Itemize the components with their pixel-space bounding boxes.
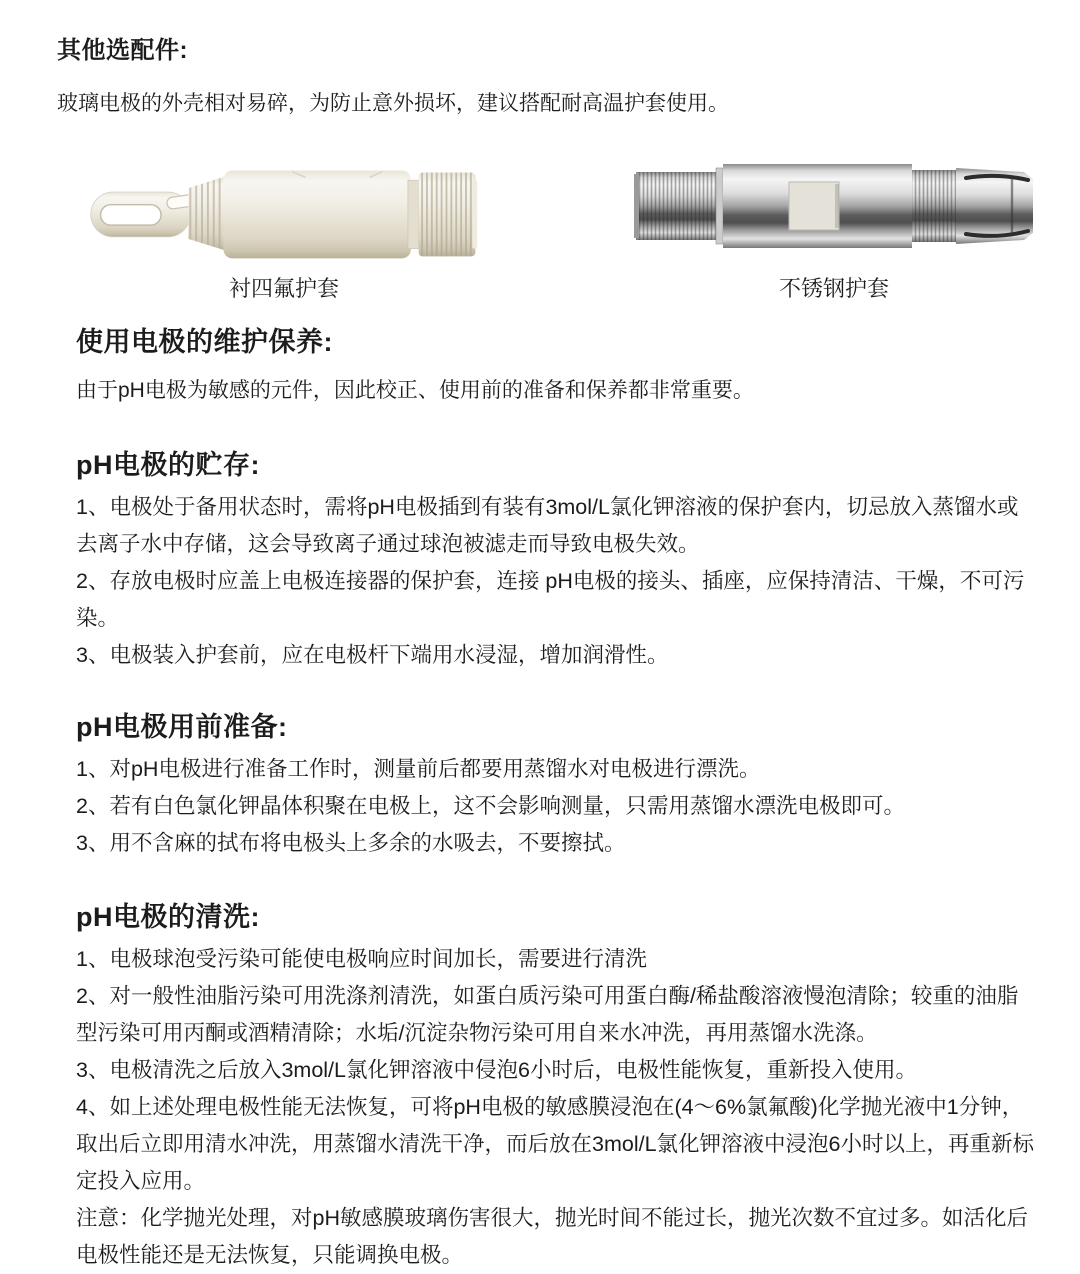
- figure-caption-ptfe: 衬四氟护套: [228, 276, 339, 301]
- storage-section: [76, 443, 1036, 674]
- accessories-title: 其他选配件:: [57, 37, 188, 64]
- maintenance-section: [76, 320, 1036, 406]
- cleaning-item: 2、对一般性油脂污染可用洗涤剂清洗，如蛋白质污染可用蛋白酶/稀盐酸溶液慢泡清除；较重的油脂型污染可用丙酮或酒精清除；水垢/沉淀杂物污染可用自来水冲洗，再用蒸馏水洗涤。: [76, 984, 1019, 1045]
- figure-stainless-sleeve: [633, 151, 1035, 303]
- ptfe-lined-sleeve-image: [84, 151, 484, 272]
- preparation-title: pH电极用前准备:: [76, 712, 288, 742]
- maintenance-intro: 由于pH电极为敏感的元件，因此校正、使用前的准备和保养都非常重要。: [76, 379, 754, 402]
- preparation-items: [76, 751, 1034, 862]
- stainless-steel-sleeve-image: [634, 157, 1034, 255]
- figure-caption-steel: 不锈钢护套: [778, 276, 889, 301]
- storage-items: [76, 489, 1034, 674]
- text-sections: [0, 320, 1080, 1274]
- cleaning-item: 4、如上述处理电极性能无法恢复，可将pH电极的敏感膜浸泡在(4～6%氯氟酸)化学抛光液中1分钟，取出后立即用清水冲洗，用蒸馏水清洗干净，而后放在3mol/L氯化钾溶液中浸泡6小时以上，再重新标定投入应用。: [76, 1095, 1034, 1193]
- maintenance-title: 使用电极的维护保养:: [76, 327, 333, 357]
- storage-item: 1、电极处于备用状态时，需将pH电极插到有装有3mol/L氯化钾溶液的保护套内，切忌放入蒸馏水或去离子水中存储，这会导致离子通过球泡被滤走而导致电极失效。: [76, 495, 1019, 556]
- cleaning-title: pH电极的清洗:: [76, 902, 260, 932]
- figure-ptfe-sleeve: [83, 151, 485, 303]
- accessories-intro: 玻璃电极的外壳相对易碎，为防止意外损坏，建议搭配耐高温护套使用。: [57, 92, 729, 115]
- cleaning-section: [76, 895, 1036, 1274]
- preparation-item: 3、用不含麻的拭布将电极头上多余的水吸去，不要擦拭。: [76, 831, 626, 855]
- accessories-section: [0, 0, 1080, 118]
- preparation-item: 1、对pH电极进行准备工作时，测量前后都要用蒸馏水对电极进行漂洗。: [76, 757, 761, 781]
- storage-item: 3、电极装入护套前，应在电极杆下端用水浸湿，增加润滑性。: [76, 643, 669, 667]
- preparation-section: [76, 705, 1036, 862]
- cleaning-items: [76, 941, 1034, 1274]
- storage-title: pH电极的贮存:: [76, 450, 260, 480]
- preparation-item: 2、若有白色氯化钾晶体积聚在电极上，这不会影响测量，只需用蒸馏水漂洗电极即可。: [76, 794, 905, 818]
- accessories-figures: [0, 151, 1080, 303]
- cleaning-item: 3、电极清洗之后放入3mol/L氯化钾溶液中侵泡6小时后，电极性能恢复，重新投入使用。: [76, 1058, 917, 1082]
- cleaning-item: 1、电极球泡受污染可能使电极响应时间加长，需要进行清洗: [76, 947, 647, 971]
- storage-item: 2、存放电极时应盖上电极连接器的保护套，连接 pH电极的接头、插座，应保持清洁、干燥，不可污染。: [76, 569, 1025, 630]
- cleaning-note: 注意：化学抛光处理，对pH敏感膜玻璃伤害很大，抛光时间不能过长，抛光次数不宜过多。如活化后电极性能还是无法恢复，只能调换电极。: [76, 1206, 1028, 1267]
